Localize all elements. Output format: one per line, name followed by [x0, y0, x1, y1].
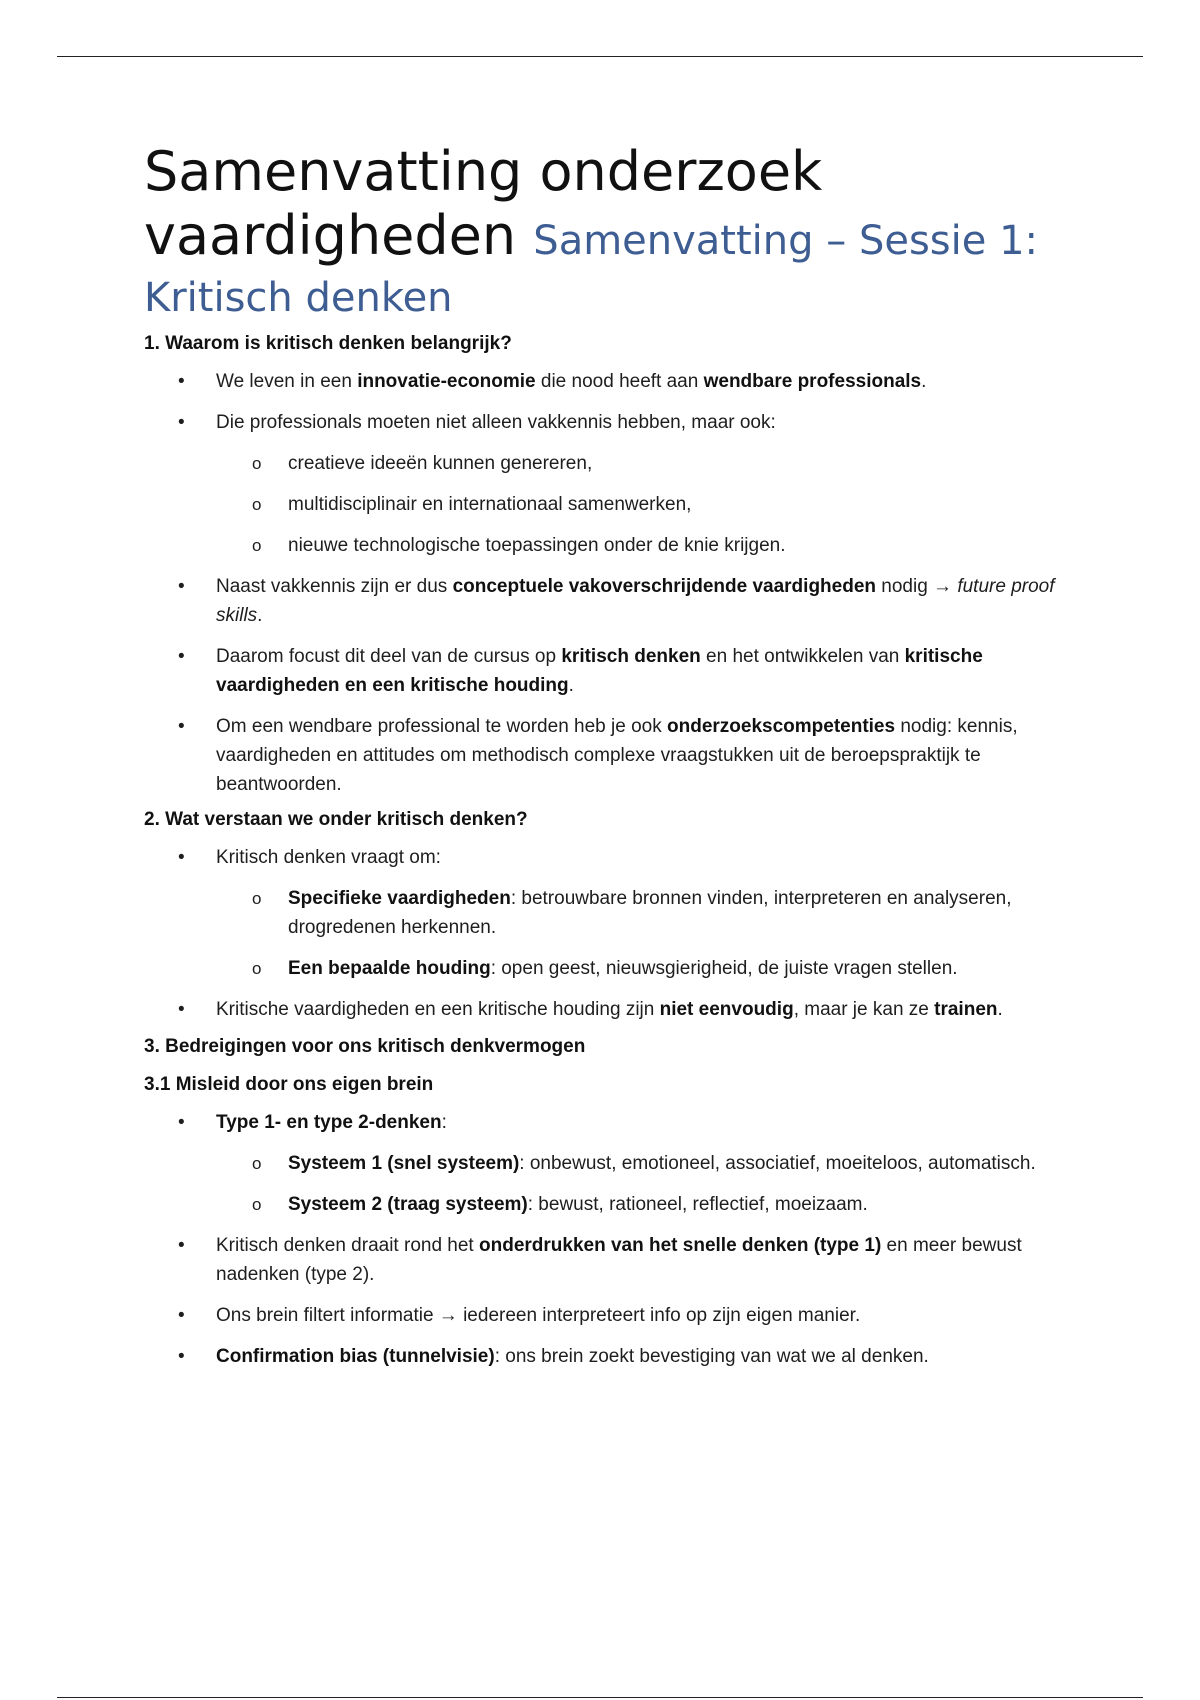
sub-list-item: o Specifieke vaardigheden: betrouwbare bronnen vinden, interpreteren en analyseren, drogredenen herkennen.: [144, 884, 1064, 942]
list-item: • Kritische vaardigheden en een kritische houding zijn niet eenvoudig, maar je kan ze trainen.: [144, 995, 1064, 1024]
subtitle-part-2: Kritisch denken: [144, 275, 453, 321]
list-item: • Ons brein filtert informatie → iedereen interpreteert info op zijn eigen manier.: [144, 1301, 1064, 1330]
list-item: • Om een wendbare professional te worden heb je ook onderzoekscompetenties nodig: kennis, vaardigheden en attitudes om methodisch complexe vraagstukken uit de beroepspraktijk te beantwoorden.: [144, 712, 1064, 799]
list-item: • Naast vakkennis zijn er dus conceptuele vakoverschrijdende vaardigheden nodig → future proof skills.: [144, 572, 1064, 630]
list-item: • Type 1- en type 2-denken:: [144, 1108, 1064, 1137]
footer-rule: [57, 1697, 1143, 1698]
document-title: [144, 140, 1064, 273]
sub-list-item: o creatieve ideeën kunnen genereren,: [144, 449, 1064, 478]
title-line-2: vaardigheden: [144, 204, 517, 267]
list-item: • We leven in een innovatie-economie die nood heeft aan wendbare professionals.: [144, 367, 1064, 396]
sub-list-item: o multidisciplinair en internationaal samenwerken,: [144, 490, 1064, 519]
sub-list-item: o Systeem 2 (traag systeem): bewust, rationeel, reflectief, moeizaam.: [144, 1190, 1064, 1219]
list-item: • Kritisch denken vraagt om:: [144, 843, 1064, 872]
sub-list-item: o nieuwe technologische toepassingen onder de knie krijgen.: [144, 531, 1064, 560]
list-item: • Confirmation bias (tunnelvisie): ons brein zoekt bevestiging van wat we al denken.: [144, 1342, 1064, 1371]
list-item: • Kritisch denken draait rond het onderdrukken van het snelle denken (type 1) en meer bewust nadenken (type 2).: [144, 1231, 1064, 1289]
subtitle-part-1: Samenvatting – Sessie 1:: [533, 218, 1039, 264]
sub-list-item: o Een bepaalde houding: open geest, nieuwsgierigheid, de juiste vragen stellen.: [144, 954, 1064, 983]
section-1-heading: 1. Waarom is kritisch denken belangrijk?: [144, 333, 512, 354]
section-2-heading: 2. Wat verstaan we onder kritisch denken?: [144, 809, 528, 830]
list-item: • Daarom focust dit deel van de cursus op kritisch denken en het ontwikkelen van kritische vaardigheden en een kritische houding.: [144, 642, 1064, 700]
document-page: [144, 140, 1064, 1371]
header-rule: [57, 56, 1143, 57]
list-item: • Die professionals moeten niet alleen vakkennis hebben, maar ook:: [144, 408, 1064, 437]
section-3-1-heading: 3.1 Misleid door ons eigen brein: [144, 1074, 434, 1095]
sub-list-item: o Systeem 1 (snel systeem): onbewust, emotioneel, associatief, moeiteloos, automatisch.: [144, 1149, 1064, 1178]
title-line-1: Samenvatting onderzoek: [144, 140, 823, 203]
section-3-heading: 3. Bedreigingen voor ons kritisch denkvermogen: [144, 1036, 586, 1057]
